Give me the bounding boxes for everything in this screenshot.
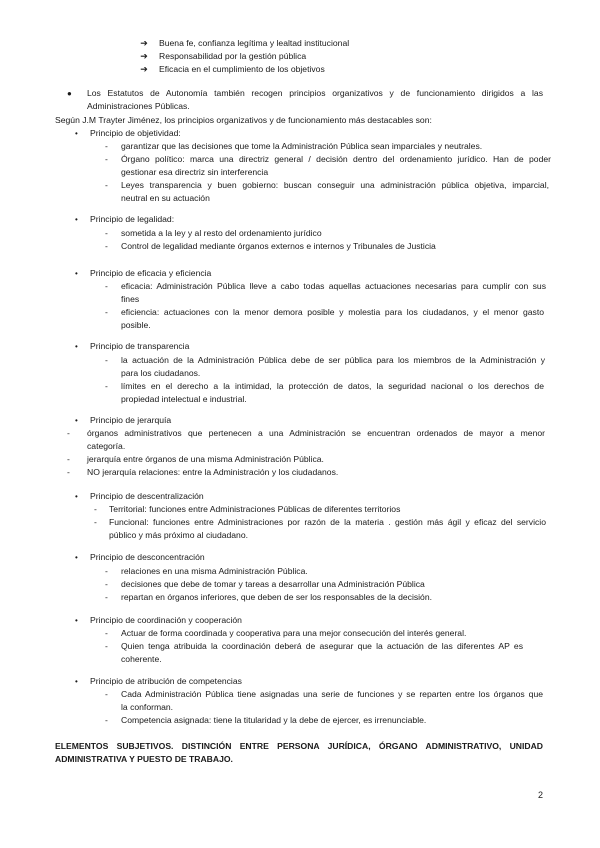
list-item: eficacia: Administración Pública lleve a cabo todas aquellas actuaciones necesarias para cumplir con sus bbox=[121, 281, 546, 291]
list-item-continuation: gestionar esa directriz sin interferencia bbox=[121, 167, 269, 177]
bullet-dot-icon: • bbox=[75, 269, 78, 278]
list-item: Quien tenga atribuida la coordinación deberá de asegurar que la actuación de las diferentes AP es bbox=[121, 641, 523, 651]
principle-title: Principio de transparencia bbox=[90, 341, 190, 351]
dash-icon: - bbox=[105, 641, 108, 651]
principle-title: Principio de legalidad: bbox=[90, 214, 175, 224]
list-item-continuation: neutral en su actuación bbox=[121, 193, 210, 203]
list-item: NO jerarquía relaciones: entre la Administración y los ciudadanos. bbox=[87, 467, 339, 477]
list-item: Funcional: funciones entre Administraciones por razón de la materia . gestión más ágil y eficaz del servicio bbox=[109, 517, 546, 527]
statutes-line-2: Administraciones Públicas. bbox=[87, 101, 190, 111]
list-item-continuation: propiedad intelectual e industrial. bbox=[121, 394, 247, 404]
bullet-dot-icon: • bbox=[75, 129, 78, 138]
dash-icon: - bbox=[105, 355, 108, 365]
list-item-continuation: para los ciudadanos. bbox=[121, 368, 201, 378]
list-item: Cada Administración Pública tiene asignadas una serie de funciones y se reparten entre los órganos que bbox=[121, 689, 543, 699]
list-item-continuation: posible. bbox=[121, 320, 151, 330]
list-item: Órgano político: marca una directriz general / decisión dentro del ordenamiento jurídico. Han de poder bbox=[121, 154, 551, 164]
page-number: 2 bbox=[538, 790, 544, 800]
dash-icon: - bbox=[67, 428, 70, 438]
list-item: repartan en órganos inferiores, que deben de ser los responsables de la decisión. bbox=[121, 592, 433, 602]
dash-icon: - bbox=[105, 715, 108, 725]
bullet-dot-icon: • bbox=[75, 616, 78, 625]
dash-icon: - bbox=[105, 228, 108, 238]
list-item: garantizar que las decisiones que tome la Administración Pública sean imparciales y neutrales. bbox=[121, 141, 483, 151]
list-item: Competencia asignada: tiene la titularidad y la debe de ejercer, es irrenunciable. bbox=[121, 715, 427, 725]
principle-title: Principio de desconcentración bbox=[90, 552, 205, 562]
list-item-continuation: categoría. bbox=[87, 441, 126, 451]
dash-icon: - bbox=[105, 381, 108, 391]
section-heading: ELEMENTOS SUBJETIVOS. DISTINCIÓN ENTRE PERSONA JURÍDICA, ÓRGANO ADMINISTRATIVO, UNIDAD bbox=[55, 741, 543, 751]
bullet-dot-icon: • bbox=[75, 492, 78, 501]
principle-title: Principio de coordinación y cooperación bbox=[90, 615, 242, 625]
list-item-continuation: la conforman. bbox=[121, 702, 174, 712]
list-item: decisiones que debe de tomar y tareas a desarrollar una Administración Pública bbox=[121, 579, 425, 589]
list-item: Control de legalidad mediante órganos externos e internos y Tribunales de Justicia bbox=[121, 241, 436, 251]
list-item: la actuación de la Administración Pública debe de ser pública para los miembros de la Administración y bbox=[121, 355, 545, 365]
dash-icon: - bbox=[105, 592, 108, 602]
dash-icon: - bbox=[94, 504, 97, 514]
principle-title: Principio de atribución de competencias bbox=[90, 676, 242, 686]
dash-icon: - bbox=[105, 566, 108, 576]
arrow-icon: ➔ bbox=[140, 51, 148, 61]
dash-icon: - bbox=[67, 467, 70, 477]
list-item: eficiencia: actuaciones con la menor demora posible y molestia para los ciudadanos, y el menor gasto bbox=[121, 307, 544, 317]
dash-icon: - bbox=[105, 281, 108, 291]
dash-icon: - bbox=[105, 241, 108, 251]
bullet-dot-icon: • bbox=[75, 677, 78, 686]
dash-icon: - bbox=[105, 689, 108, 699]
dash-icon: - bbox=[105, 628, 108, 638]
arrow-icon: ➔ bbox=[140, 64, 148, 74]
dash-icon: - bbox=[67, 454, 70, 464]
principle-title: Principio de descentralización bbox=[90, 491, 204, 501]
list-item-continuation: fines bbox=[121, 294, 140, 304]
bullet-dot-icon: ● bbox=[67, 89, 72, 98]
principle-title: Principio de eficacia y eficiencia bbox=[90, 268, 212, 278]
list-item-continuation: público y más próximo al ciudadano. bbox=[109, 530, 249, 540]
dash-icon: - bbox=[105, 141, 108, 151]
dash-icon: - bbox=[105, 307, 108, 317]
arrow-item: Responsabilidad por la gestión pública bbox=[159, 51, 307, 61]
list-item: Leyes transparencia y buen gobierno: buscan conseguir una administración pública objetiva, imparcial, bbox=[121, 180, 549, 190]
principle-title: Principio de jerarquía bbox=[90, 415, 172, 425]
list-item: relaciones en una misma Administración Pública. bbox=[121, 566, 308, 576]
list-item: jerarquía entre órganos de una misma Administración Pública. bbox=[87, 454, 324, 464]
dash-icon: - bbox=[105, 154, 108, 164]
section-heading-continuation: ADMINISTRATIVA Y PUESTO DE TRABAJO. bbox=[55, 754, 233, 764]
bullet-dot-icon: • bbox=[75, 342, 78, 351]
list-item: sometida a la ley y al resto del ordenamiento jurídico bbox=[121, 228, 322, 238]
dash-icon: - bbox=[94, 517, 97, 527]
arrow-icon: ➔ bbox=[140, 38, 148, 48]
dash-icon: - bbox=[105, 579, 108, 589]
list-item-continuation: coherente. bbox=[121, 654, 162, 664]
dash-icon: - bbox=[105, 180, 108, 190]
intro-text: Según J.M Trayter Jiménez, los principios organizativos y de funcionamiento más destacables son: bbox=[55, 115, 432, 125]
statutes-line-1: Los Estatutos de Autonomía también recogen principios organizativos y de funcionamiento dirigidos a las bbox=[87, 88, 543, 98]
principle-title: Principio de objetividad: bbox=[90, 128, 181, 138]
list-item: límites en el derecho a la intimidad, la protección de datos, la seguridad nacional o los derechos de bbox=[121, 381, 544, 391]
bullet-dot-icon: • bbox=[75, 553, 78, 562]
list-item: órganos administrativos que pertenecen a una Administración se encuentran ordenados de mayor a menor bbox=[87, 428, 545, 438]
arrow-item: Eficacia en el cumplimiento de los objetivos bbox=[159, 64, 325, 74]
bullet-dot-icon: • bbox=[75, 215, 78, 224]
arrow-item: Buena fe, confianza legítima y lealtad institucional bbox=[159, 38, 350, 48]
bullet-dot-icon: • bbox=[75, 416, 78, 425]
list-item: Territorial: funciones entre Administraciones Públicas de diferentes territorios bbox=[109, 504, 401, 514]
list-item: Actuar de forma coordinada y cooperativa para una mejor consecución del interés general. bbox=[121, 628, 467, 638]
